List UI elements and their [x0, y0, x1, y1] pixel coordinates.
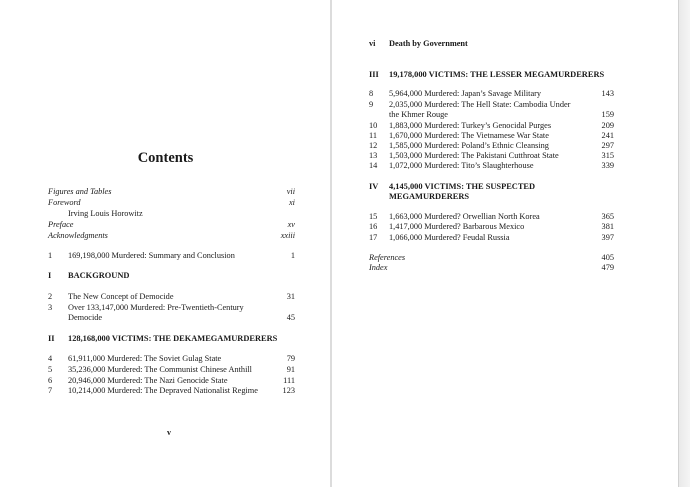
page-number: 209 [601, 121, 614, 130]
toc-entry-chapter-10[interactable]: 1,883,000 Murdered: Turkey’s Genocidal Purges [389, 121, 552, 130]
chapter-number: 16 [369, 222, 378, 231]
part-numeral: I [48, 271, 52, 280]
page-number: xi [289, 198, 295, 207]
toc-entry-chapter-9-continued[interactable]: the Khmer Rouge [389, 110, 448, 119]
chapter-number: 4 [48, 354, 53, 363]
page-number: 297 [601, 141, 614, 150]
page-number: 159 [601, 110, 614, 119]
page-number: 381 [601, 222, 614, 231]
chapter-number: 13 [369, 151, 378, 160]
part-heading-dekamegamurderers[interactable]: 128,168,000 VICTIMS: THE DEKAMEGAMURDERERS [68, 334, 278, 343]
page-number: 143 [601, 89, 614, 98]
contents-title: Contents [137, 150, 194, 166]
page-number: 91 [286, 365, 295, 374]
chapter-number: 1 [48, 251, 53, 260]
page-number: 405 [601, 253, 614, 262]
toc-entry-chapter-15[interactable]: 1,663,000 Murdered? Orwellian North Korea [389, 212, 540, 221]
page-number: 241 [601, 131, 614, 140]
chapter-number: 10 [369, 121, 378, 130]
page-number: 123 [282, 386, 295, 395]
toc-entry-chapter-12[interactable]: 1,585,000 Murdered: Poland’s Ethnic Cleansing [389, 141, 549, 150]
part-heading-background[interactable]: BACKGROUND [68, 271, 130, 280]
page-number: vii [286, 187, 295, 196]
page-number: 31 [286, 292, 295, 301]
toc-entry-chapter-9[interactable]: 2,035,000 Murdered: The Hell State: Cambodia Under [389, 100, 571, 109]
toc-entry-foreword[interactable]: Foreword [48, 198, 81, 207]
chapter-number: 8 [369, 89, 374, 98]
page-number: 1 [290, 251, 295, 260]
chapter-number: 9 [369, 100, 374, 109]
part-numeral: IV [369, 182, 379, 191]
toc-entry-chapter-1[interactable]: 169,198,000 Murdered: Summary and Conclusion [68, 251, 235, 260]
toc-entry-chapter-11[interactable]: 1,670,000 Murdered: The Vietnamese War State [389, 131, 549, 140]
toc-entry-chapter-17[interactable]: 1,066,000 Murdered? Feudal Russia [389, 233, 510, 242]
toc-entry-index[interactable]: Index [369, 263, 388, 272]
header-folio: vi [369, 39, 376, 48]
chapter-number: 6 [48, 376, 53, 385]
page-number: 111 [283, 376, 295, 385]
toc-entry-figures-and-tables[interactable]: Figures and Tables [48, 187, 112, 196]
page-number: xv [287, 220, 295, 229]
chapter-number: 2 [48, 292, 53, 301]
toc-entry-chapter-2[interactable]: The New Concept of Democide [68, 292, 174, 301]
running-header: Death by Government [389, 39, 468, 48]
viewer-edge [678, 0, 690, 487]
toc-entry-chapter-3-continued[interactable]: Democide [68, 313, 103, 322]
chapter-number: 11 [369, 131, 377, 140]
part-numeral: II [48, 334, 55, 343]
toc-entry-references[interactable]: References [369, 253, 406, 262]
page-number: xxiii [280, 231, 295, 240]
chapter-number: 14 [369, 161, 378, 170]
part-heading-lesser-megamurderers[interactable]: 19,178,000 VICTIMS: THE LESSER MEGAMURDERERS [389, 70, 605, 79]
foreword-author: Irving Louis Horowitz [68, 209, 143, 218]
page-number: 479 [601, 263, 614, 272]
part-heading-suspected-megamurderers[interactable]: 4,145,000 VICTIMS: THE SUSPECTED [389, 182, 536, 191]
toc-entry-chapter-14[interactable]: 1,072,000 Murdered: Tito’s Slaughterhouse [389, 161, 534, 170]
toc-entry-chapter-16[interactable]: 1,417,000 Murdered? Barbarous Mexico [389, 222, 525, 231]
page-number: 397 [601, 233, 614, 242]
left-page [0, 0, 331, 487]
page-number: 339 [601, 161, 614, 170]
toc-entry-chapter-4[interactable]: 61,911,000 Murdered: The Soviet Gulag State [68, 354, 222, 363]
toc-entry-preface[interactable]: Preface [48, 220, 74, 229]
chapter-number: 17 [369, 233, 378, 242]
chapter-number: 3 [48, 303, 53, 312]
page-number: 365 [601, 212, 614, 221]
right-page [332, 0, 678, 487]
toc-entry-chapter-7[interactable]: 10,214,000 Murdered: The Depraved Nationalist Regime [68, 386, 258, 395]
toc-entry-chapter-3[interactable]: Over 133,147,000 Murdered: Pre-Twentieth-Century [68, 303, 244, 312]
chapter-number: 12 [369, 141, 378, 150]
toc-entry-chapter-6[interactable]: 20,946,000 Murdered: The Nazi Genocide State [68, 376, 228, 385]
part-heading-suspected-megamurderers-continued[interactable]: MEGAMURDERERS [389, 192, 470, 201]
page-number: 45 [286, 313, 295, 322]
toc-entry-chapter-5[interactable]: 35,236,000 Murdered: The Communist Chinese Anthill [68, 365, 252, 374]
chapter-number: 5 [48, 365, 53, 374]
page-number: 79 [286, 354, 295, 363]
page-number: 315 [601, 151, 614, 160]
toc-entry-chapter-8[interactable]: 5,964,000 Murdered: Japan’s Savage Military [389, 89, 542, 98]
chapter-number: 7 [48, 386, 53, 395]
part-numeral: III [369, 70, 379, 79]
toc-entry-chapter-13[interactable]: 1,503,000 Murdered: The Pakistani Cutthroat State [389, 151, 559, 160]
page-folio: v [167, 428, 171, 437]
chapter-number: 15 [369, 212, 378, 221]
toc-entry-acknowledgments[interactable]: Acknowledgments [48, 231, 108, 240]
